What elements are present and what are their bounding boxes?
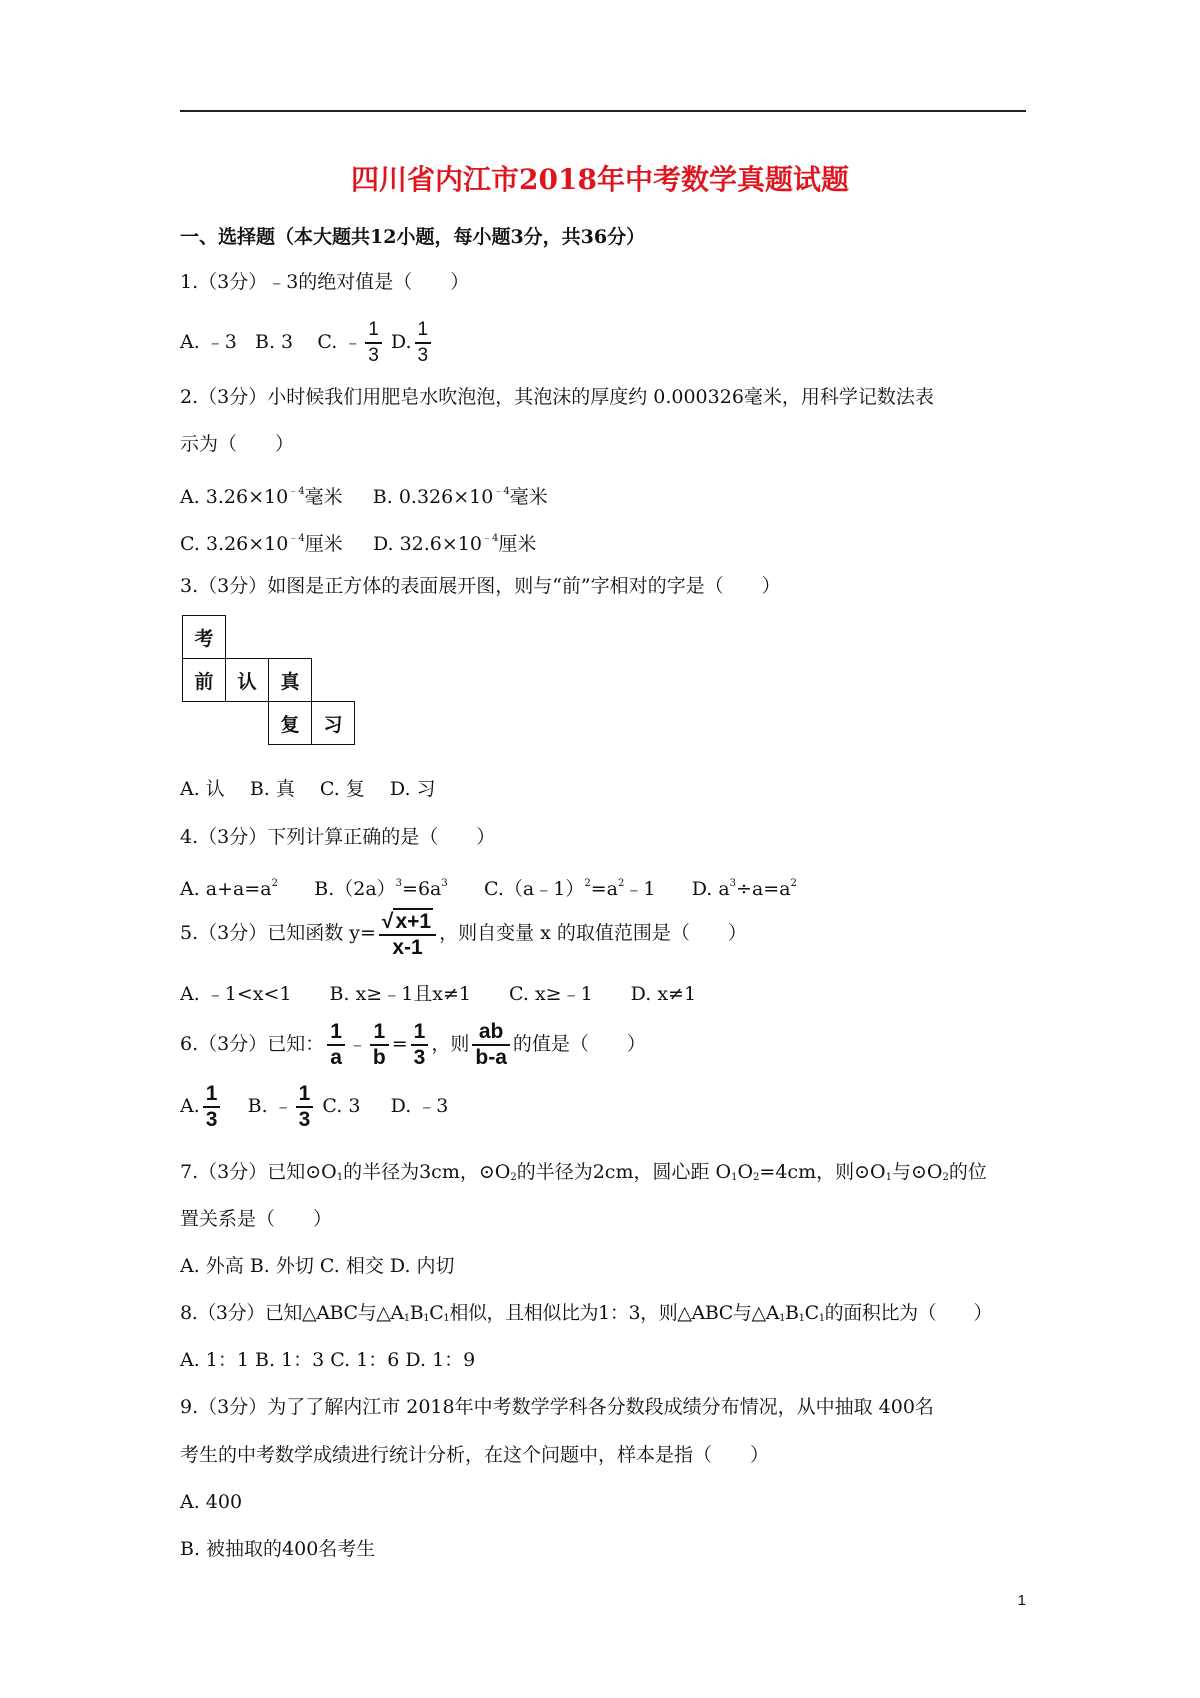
q7-stem-line1: 7.（3分）已知$⊙O_1$的半径为3cm，$⊙O_2$的半径为2cm，圆心距 $O_1O_2=4cm$，则$⊙O_1$与$⊙O_2$的位 <box>180 1161 987 1183</box>
q1-option-d: D. <box>390 331 412 353</box>
q1-options <box>180 318 434 368</box>
net-cell-xi: 习 <box>311 701 355 745</box>
q3-stem: 3.（3分）如图是正方体的表面展开图，则与“前”字相对的字是（ ） <box>180 575 781 597</box>
q4-option-d: D. $a^3\div a=a^2$ <box>691 878 797 900</box>
q8-stem: 8.（3分）已知△ABC与$\triangle A_1B_1C_1$相似，且相似比为1：3，则△ABC与$\triangle A_1B_1C_1$的面积比为（ ） <box>180 1302 993 1324</box>
q2-option-c: C. $3.26\times 10^{﹣4}$厘米 <box>180 533 343 555</box>
q6-frac-1-3: $\frac{1}{3}$ <box>411 1020 429 1070</box>
q1-option-b: B. 3 <box>255 331 294 353</box>
q6-option-b: B. ﹣ <box>247 1095 293 1117</box>
page-number: 1 <box>1017 1592 1026 1609</box>
q7-stem-line2: 置关系是（ ） <box>180 1208 333 1230</box>
q2-stem-line2: 示为（ ） <box>180 433 295 455</box>
q4-stem: 4.（3分）下列计算正确的是（ ） <box>180 826 496 848</box>
q5-options: A. ﹣1<x<1 B. x≥﹣1且x≠1 C. x≥﹣1 D. x≠1 <box>180 983 697 1005</box>
net-cell-ren: 认 <box>225 658 269 702</box>
q6-stem: 6.（3分）已知： $\frac{1}{a}$ ﹣ $\frac{1}{b}$ = $\frac{1}{3}$ ，则 $\frac{ab}{b-a}$ 的值是（ ） <box>180 1020 646 1069</box>
q3-options: A. 认 B. 真 C. 复 D. 习 <box>180 778 436 800</box>
q6-a-fraction: $\frac{1}{3}$ <box>203 1082 221 1132</box>
q2-option-a: A. $3.26\times 10^{﹣4}$毫米 <box>180 486 343 508</box>
q6-option-d: D. ﹣3 <box>390 1095 449 1117</box>
q4-option-b: $B.(2a)^3=6a^3$ <box>314 878 448 900</box>
q2-stem-line1: 2.（3分）小时候我们用肥皂水吹泡泡，其泡沫的厚度约 0.000326毫米，用科学记数法表 <box>180 386 934 408</box>
net-cell-kao: 考 <box>182 615 226 659</box>
q6-b-fraction: $\frac{1}{3}$ <box>296 1082 314 1132</box>
net-cell-qian: 前 <box>182 658 226 702</box>
section-heading: 一、选择题（本大题共12小题，每小题3分，共36分） <box>180 226 646 248</box>
q9-option-b: B. 被抽取的400名考生 <box>180 1538 376 1560</box>
q1-c-sign: ﹣ <box>343 331 363 353</box>
q9-option-a: A. 400 <box>180 1491 243 1513</box>
q7-options: A. 外高 B. 外切 C. 相交 D. 内切 <box>180 1255 455 1277</box>
q4-options <box>180 872 797 901</box>
q9-stem-line2: 考生的中考数学成绩进行统计分析，在这个问题中，样本是指（ ） <box>180 1444 770 1466</box>
q6-options <box>180 1082 448 1132</box>
top-rule <box>180 110 1026 112</box>
q9-stem-line1: 9.（3分）为了了解内江市 2018年中考数学学科各分数段成绩分布情况，从中抽取 400名 <box>180 1396 934 1418</box>
q4-option-c: $C.(a﹣1)^2=a^2﹣1$ <box>484 878 656 900</box>
q1-option-a: A. ﹣3 <box>180 331 237 353</box>
q2-option-d: D. $32.6\times 10^{﹣4}$厘米 <box>372 533 537 555</box>
page-title: 四川省内江市2018年中考数学真题试题 <box>351 163 849 196</box>
net-cell-zhen: 真 <box>268 658 312 702</box>
q6-frac-1a: $\frac{1}{a}$ <box>327 1020 345 1070</box>
net-cell-fu: 复 <box>268 701 312 745</box>
q8-options: A. 1：1 B. 1：3 C. 1：6 D. 1：9 <box>180 1349 476 1371</box>
q1-c-fraction: $\frac{1}{3}$ <box>365 318 382 368</box>
q1-stem: 1.（3分）﹣3的绝对值是（ ） <box>180 271 470 293</box>
q5-fraction: $\frac{√x+1}{x-1}$ <box>379 908 436 960</box>
q2-options-cd <box>180 527 536 556</box>
q2-options-ab <box>180 480 548 509</box>
q5-stem: 5.（3分）已知函数 y= $\frac{√x+1}{x-1}$ ，则自变量 x 的取值范围是（ ） <box>180 910 747 959</box>
q6-frac-ab: $\frac{ab}{b-a}$ <box>472 1020 510 1070</box>
q6-option-a: A. <box>180 1095 200 1117</box>
q1-d-fraction: $\frac{1}{3}$ <box>415 318 432 368</box>
q6-option-c: C. 3 <box>322 1095 361 1117</box>
q1-option-c: C. <box>317 331 338 353</box>
q2-option-b: B. $0.326\times 10^{﹣4}$毫米 <box>372 486 548 508</box>
q6-frac-1b: $\frac{1}{b}$ <box>370 1020 389 1070</box>
q4-option-a: A. $a+a=a^2$ <box>180 878 278 900</box>
